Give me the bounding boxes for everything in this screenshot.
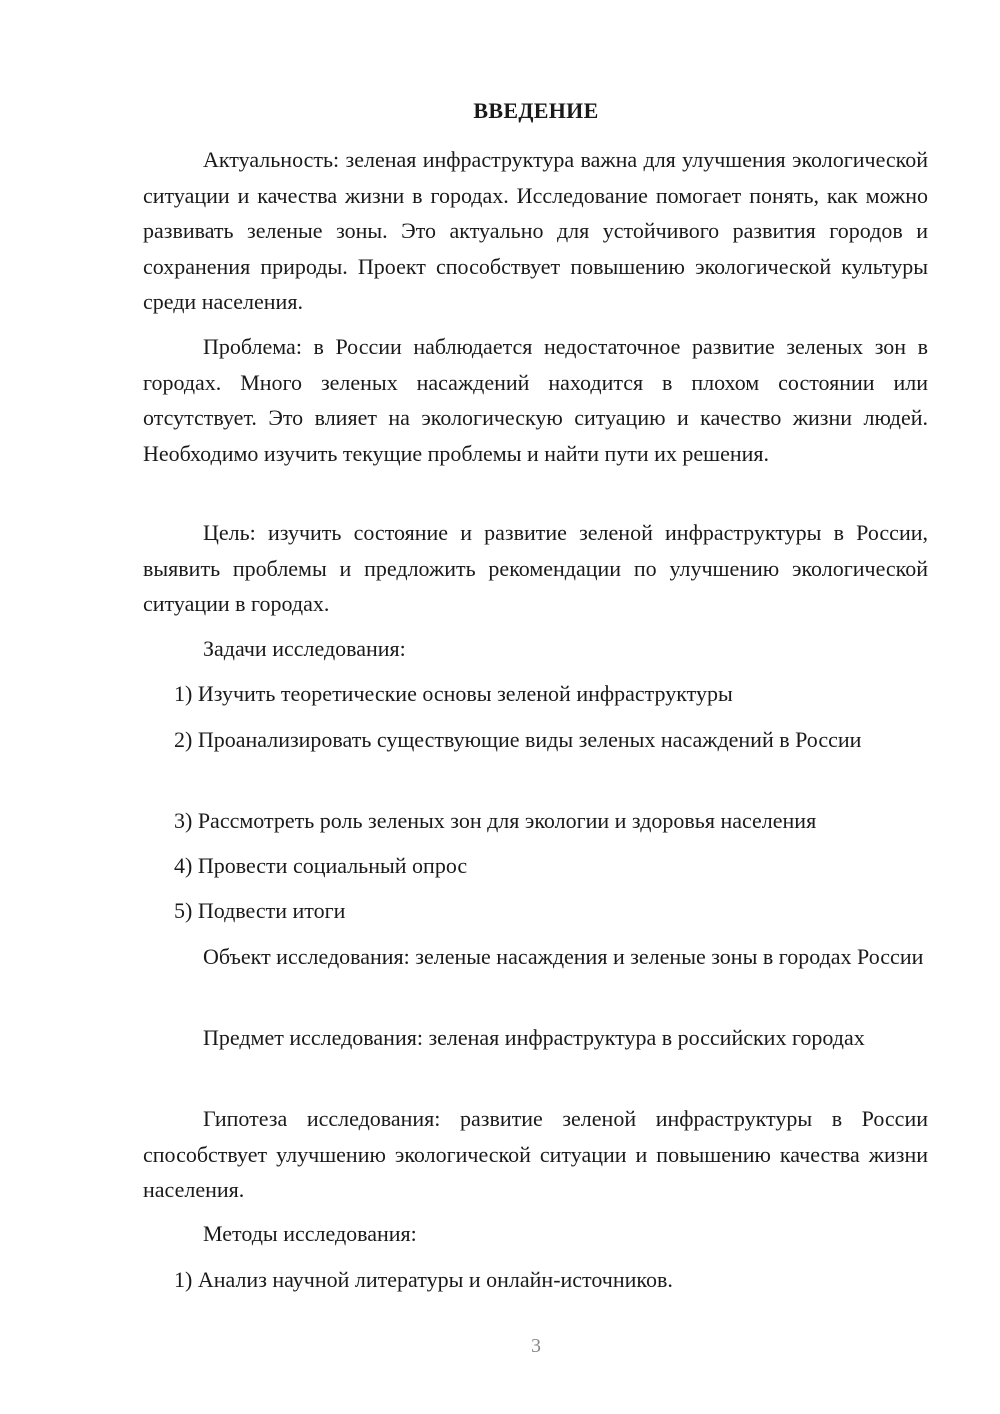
- subject-paragraph: Предмет исследования: зеленая инфраструктура в российских городах: [203, 1025, 865, 1050]
- problem-paragraph: Проблема: в России наблюдается недостаточное развитие зеленых зон в городах. Много зеленых насаждений находится в плохом состоянии или отсутствует. Это влияет на экологическую ситуацию и качество жизни людей. Необходимо изучить текущие проблемы и найти пути их решения.: [143, 334, 928, 466]
- methods-heading: Методы исследования:: [203, 1221, 417, 1246]
- task-item-3: 3) Рассмотреть роль зеленых зон для экологии и здоровья населения: [174, 808, 817, 833]
- task-item-2: 2) Проанализировать существующие виды зеленых насаждений в России: [174, 727, 862, 752]
- hypothesis-paragraph: Гипотеза исследования: развитие зеленой инфраструктуры в России способствует улучшению экологической ситуации и повышению качества жизни населения.: [143, 1106, 928, 1202]
- page-title: ВВЕДЕНИЕ: [473, 98, 599, 123]
- page-number: 3: [531, 1335, 541, 1357]
- task-item-4: 4) Провести социальный опрос: [174, 853, 468, 878]
- tasks-heading: Задачи исследования:: [203, 636, 406, 661]
- goal-paragraph: Цель: изучить состояние и развитие зеленой инфраструктуры в России, выявить проблемы и предложить рекомендации по улучшению экологической ситуации в городах.: [143, 520, 928, 616]
- object-paragraph: Объект исследования: зеленые насаждения и зеленые зоны в городах России: [203, 944, 924, 969]
- relevance-paragraph: Актуальность: зеленая инфраструктура важна для улучшения экологической ситуации и качества жизни в городах. Исследование помогает понять, как можно развивать зеленые зоны. Это актуально для устойчивого развития городов и сохранения природы. Проект способствует повышению экологической культуры среди населения.: [143, 147, 928, 314]
- task-item-5: 5) Подвести итоги: [174, 898, 346, 923]
- task-item-1: 1) Изучить теоретические основы зеленой инфраструктуры: [174, 681, 733, 706]
- method-item-1: 1) Анализ научной литературы и онлайн-источников.: [174, 1267, 673, 1292]
